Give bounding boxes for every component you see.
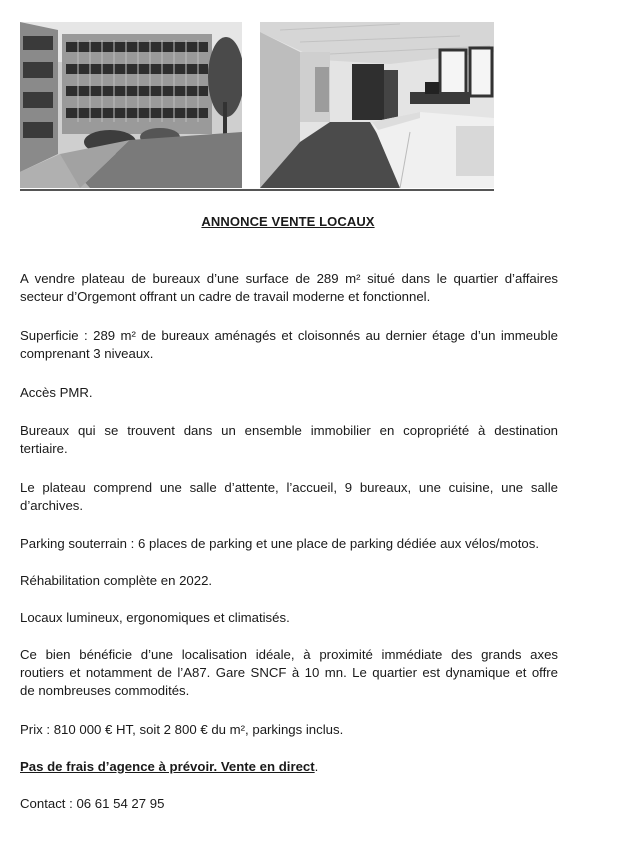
ensemble-paragraph [20, 422, 558, 458]
building-exterior-photo [20, 22, 242, 188]
photo-strip [20, 22, 494, 190]
contact-paragraph: Contact : 06 61 54 27 95 [20, 796, 165, 811]
localisation-line-2: routiers et notamment de l’A87. Gare SNCF à 10 mn. Le quartier est dynamique et offre [20, 665, 558, 680]
office-interior-photo [260, 22, 494, 188]
acces-paragraph: Accès PMR. [20, 385, 93, 400]
frais-paragraph [20, 758, 558, 776]
plateau-line-1: Le plateau comprend une salle d’attente, l’accueil, 9 bureaux, une cuisine, une salle [20, 480, 558, 495]
photo-divider [20, 189, 494, 191]
superficie-line-2: comprenant 3 niveaux. [20, 346, 154, 361]
localisation-line-1: Ce bien bénéficie d’une localisation idéale, à proximité immédiate des grands axes [20, 647, 558, 662]
frais-tail: . [314, 759, 319, 774]
localisation-paragraph [20, 646, 558, 700]
prix-paragraph: Prix : 810 000 € HT, soit 2 800 € du m², parkings inclus. [20, 722, 344, 737]
intro-line-2: secteur d’Orgemont offrant un cadre de travail moderne et fonctionnel. [20, 289, 431, 304]
parking-paragraph: Parking souterrain : 6 places de parking et une place de parking dédiée aux vélos/motos. [20, 536, 540, 551]
ensemble-line-1: Bureaux qui se trouvent dans un ensemble immobilier en copropriété à destination [20, 423, 558, 438]
superficie-paragraph [20, 327, 558, 363]
intro-paragraph [20, 270, 558, 306]
intro-line-1: A vendre plateau de bureaux d’une surface de 289 m² situé dans le quartier d’affaires [20, 271, 558, 286]
locaux-paragraph: Locaux lumineux, ergonomiques et climatisés. [20, 610, 290, 625]
localisation-line-3: de nombreuses commodités. [20, 683, 190, 698]
plateau-paragraph [20, 479, 558, 515]
rehabilitation-paragraph: Réhabilitation complète en 2022. [20, 573, 213, 588]
ensemble-line-2: tertiaire. [20, 441, 68, 456]
superficie-line-1: Superficie : 289 m² de bureaux aménagés et cloisonnés au dernier étage d’un immeuble [20, 328, 558, 343]
page-title: ANNONCE VENTE LOCAUX [201, 214, 375, 229]
frais-bold-text: Pas de frais d’agence à prévoir. Vente en direct [20, 759, 315, 774]
plateau-line-2: d’archives. [20, 498, 84, 513]
